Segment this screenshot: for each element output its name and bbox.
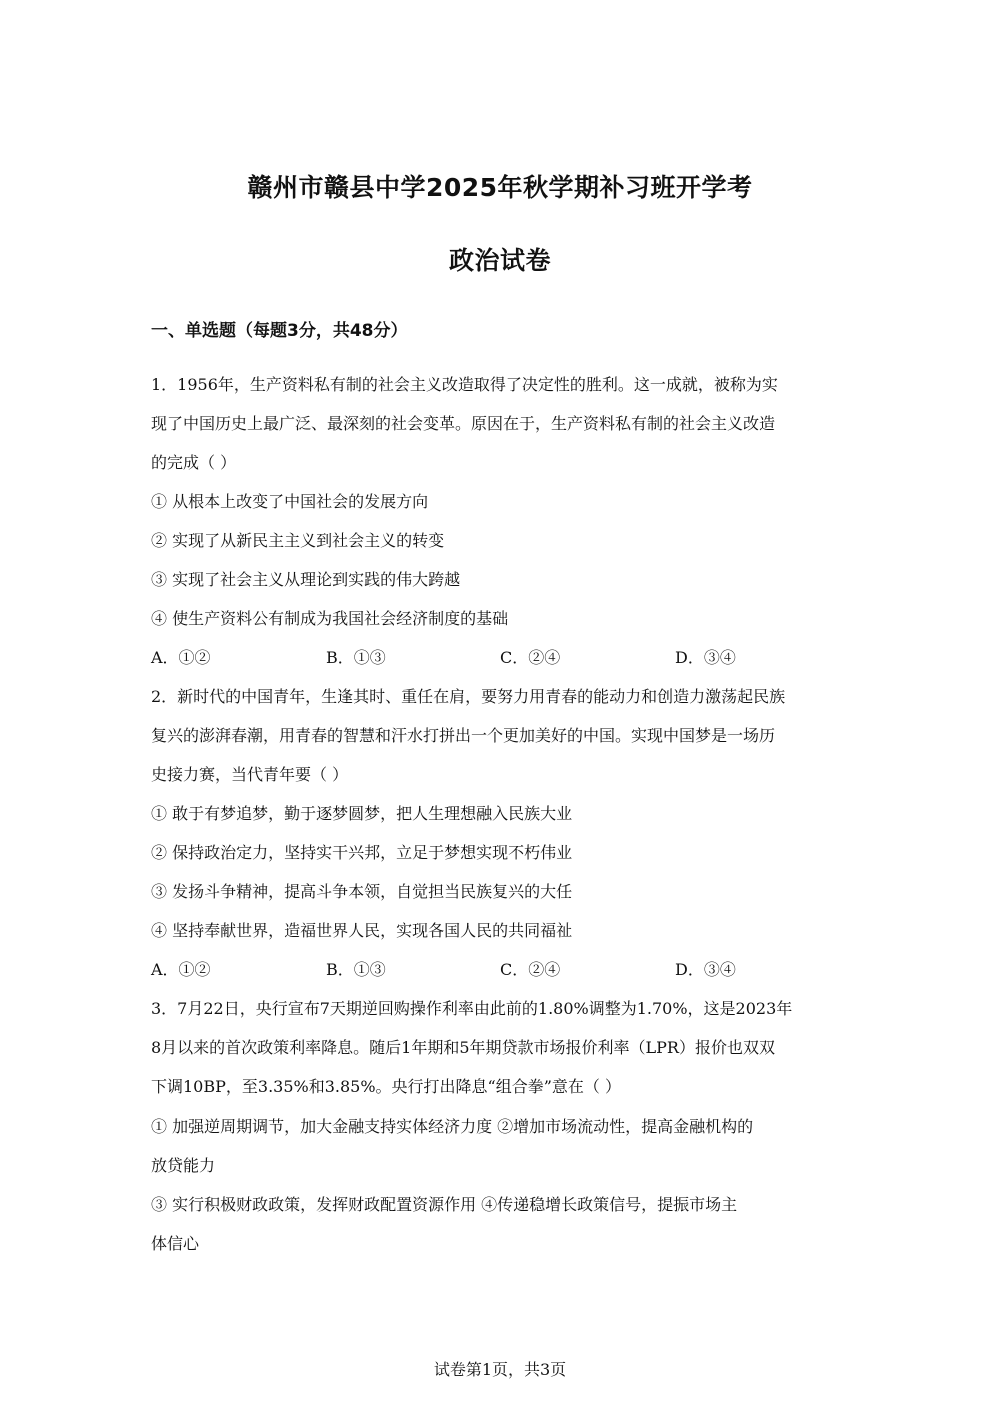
- q2-stem-line: 2．新时代的中国青年，生逢其时、重任在肩，要努力用青春的能动力和创造力激荡起民族: [151, 687, 786, 706]
- q1-stem-line: 1．1956年，生产资料私有制的社会主义改造取得了决定性的胜利。这一成就，被称为实: [151, 375, 778, 394]
- section-heading: 一、单选题（每题3分，共48分）: [151, 321, 408, 341]
- q3-stem-line: 3．7月22日，央行宣布7天期逆回购操作利率由此前的1.80%调整为1.70%，这是2023年: [151, 999, 793, 1018]
- q1-stem-line: 现了中国历史上最广泛、最深刻的社会变革。原因在于，生产资料私有制的社会主义改造: [151, 414, 776, 433]
- q1-statement: ③ 实现了社会主义从理论到实践的伟大跨越: [151, 570, 461, 589]
- q3-stem-line: 下调10BP，至3.35%和3.85%。央行打出降息“组合拳”意在（ ）: [151, 1077, 621, 1096]
- q3-statement: ③ 实行积极财政政策，发挥财政配置资源作用 ④传递稳增长政策信号，提振市场主: [151, 1195, 738, 1214]
- choice-b: B．①③: [326, 648, 386, 667]
- q3-statement: 体信心: [151, 1234, 200, 1253]
- choice-c: C．②④: [500, 648, 561, 667]
- q3-statement: 放贷能力: [151, 1156, 216, 1175]
- q2-stem-line: 复兴的澎湃春潮，用青春的智慧和汗水打拼出一个更加美好的中国。实现中国梦是一场历: [151, 726, 776, 745]
- q2-statement: ① 敢于有梦追梦，勤于逐梦圆梦，把人生理想融入民族大业: [151, 804, 573, 823]
- choice-a: A．①②: [151, 960, 211, 979]
- q2-statement: ④ 坚持奉献世界，造福世界人民，实现各国人民的共同福祉: [151, 921, 573, 940]
- q2-statement: ③ 发扬斗争精神，提高斗争本领，自觉担当民族复兴的大任: [151, 882, 573, 901]
- q1-statement: ④ 使生产资料公有制成为我国社会经济制度的基础: [151, 609, 509, 628]
- q3-stem-line: 8月以来的首次政策利率降息。随后1年期和5年期贷款市场报价利率（LPR）报价也双双: [151, 1038, 775, 1057]
- q2-statement: ② 保持政治定力，坚持实干兴邦，立足于梦想实现不朽伟业: [151, 843, 573, 862]
- choice-d: D．③④: [675, 648, 736, 667]
- choice-a: A．①②: [151, 648, 211, 667]
- choice-c: C．②④: [500, 960, 561, 979]
- exam-title: 赣州市赣县中学2025年秋学期补习班开学考: [247, 173, 753, 202]
- choice-b: B．①③: [326, 960, 386, 979]
- q1-statement: ② 实现了从新民主主义到社会主义的转变: [151, 531, 445, 550]
- exam-subject-title: 政治试卷: [448, 246, 551, 275]
- q2-stem-line: 史接力赛，当代青年要（ ）: [151, 765, 349, 784]
- q1-stem-line: 的完成（ ）: [151, 453, 237, 472]
- page-footer: 试卷第1页，共3页: [433, 1360, 567, 1379]
- q3-statement: ① 加强逆周期调节，加大金融支持实体经济力度 ②增加市场流动性，提高金融机构的: [151, 1117, 754, 1136]
- q1-statement: ① 从根本上改变了中国社会的发展方向: [151, 492, 429, 511]
- choice-d: D．③④: [675, 960, 736, 979]
